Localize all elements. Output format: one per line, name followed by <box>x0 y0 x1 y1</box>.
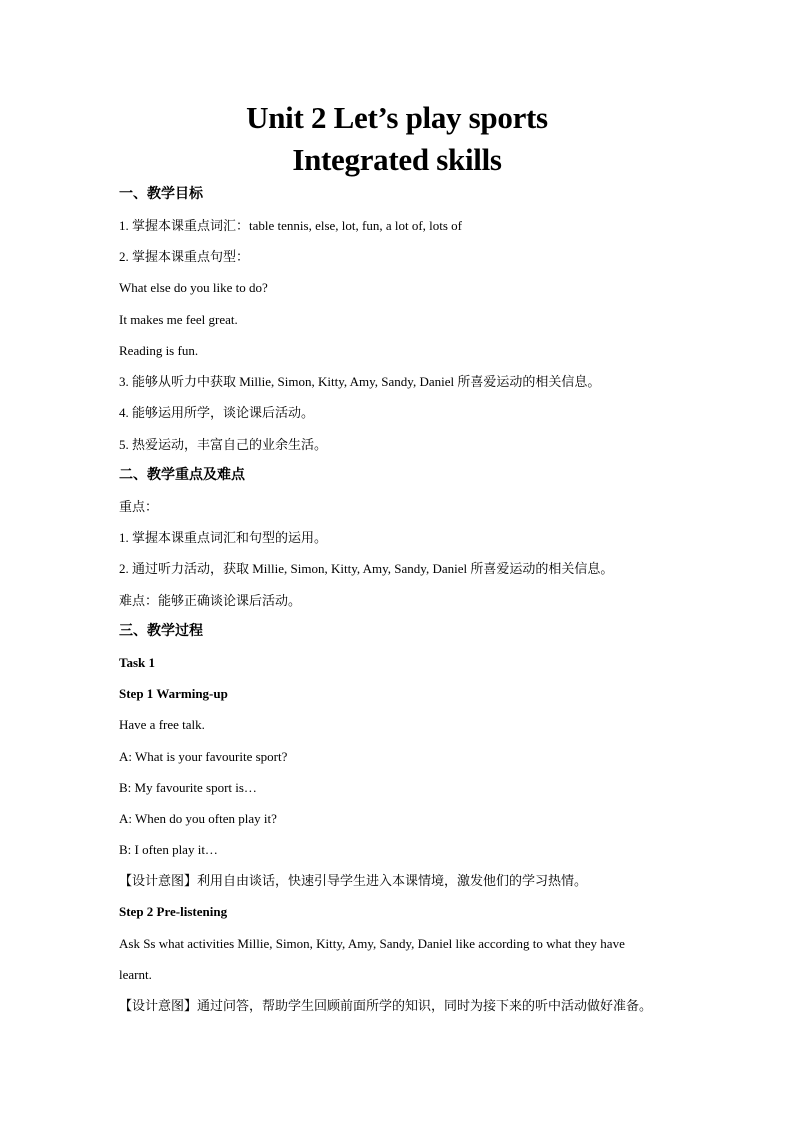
difficulty-item: 难点：能够正确谈论课后活动。 <box>119 593 302 608</box>
section-heading-process: 三、教学过程 <box>119 624 203 639</box>
sentence-pattern: What else do you like to do? <box>119 280 268 295</box>
section-heading-objectives: 一、教学目标 <box>119 187 203 202</box>
objective-item: 5. 热爱运动，丰富自己的业余生活。 <box>119 437 328 452</box>
sentence-pattern: It makes me feel great. <box>119 312 238 327</box>
objective-item: 4. 能够运用所学，谈论课后活动。 <box>119 405 315 420</box>
dialogue-line: A: What is your favourite sport? <box>119 749 288 764</box>
section-heading-key-points: 二、教学重点及难点 <box>119 468 245 483</box>
key-point-item: 1. 掌握本课重点词汇和句型的运用。 <box>119 530 328 545</box>
step-text: Have a free talk. <box>119 717 205 732</box>
design-intent-note: 【设计意图】通过问答，帮助学生回顾前面所学的知识，同时为接下来的听中活动做好准备。 <box>119 998 653 1013</box>
objective-item: 3. 能够从听力中获取 Millie, Simon, Kitty, Amy, Sandy, Daniel 所喜爱运动的相关信息。 <box>119 374 601 389</box>
step-text: Ask Ss what activities Millie, Simon, Kitty, Amy, Sandy, Daniel like according to what they have <box>119 936 625 951</box>
design-intent-note: 【设计意图】利用自由谈话，快速引导学生进入本课情境，激发他们的学习热情。 <box>119 873 588 888</box>
sentence-pattern: Reading is fun. <box>119 343 199 358</box>
document-title: Unit 2 Let’s play sports <box>246 100 548 135</box>
dialogue-line: B: My favourite sport is… <box>119 780 257 795</box>
document-subtitle: Integrated skills <box>292 142 502 177</box>
key-points-label: 重点： <box>119 499 159 514</box>
dialogue-line: B: I often play it… <box>119 842 218 857</box>
step-heading: Step 2 Pre-listening <box>119 904 228 919</box>
dialogue-line: A: When do you often play it? <box>119 811 277 826</box>
task-heading: Task 1 <box>119 655 156 670</box>
objective-item: 2. 掌握本课重点句型： <box>119 249 250 264</box>
objective-item: 1. 掌握本课重点词汇：table tennis, else, lot, fun, a lot of, lots of <box>119 218 463 233</box>
step-text: learnt. <box>119 967 152 982</box>
key-point-item: 2. 通过听力活动，获取 Millie, Simon, Kitty, Amy, Sandy, Daniel 所喜爱运动的相关信息。 <box>119 561 614 576</box>
step-heading: Step 1 Warming-up <box>119 686 228 701</box>
